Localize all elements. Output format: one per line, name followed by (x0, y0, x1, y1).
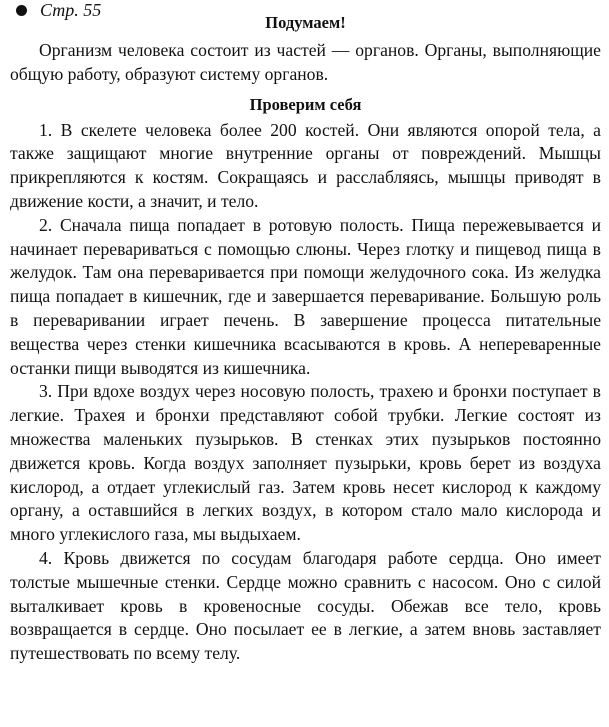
page-header (10, 0, 601, 30)
section-heading-check: Проверим себя (249, 94, 362, 114)
answer-paragraph-2: 2. Сначала пища попадает в ротовую полость. Пища пережевывается и начинает перевариваться с помощью слюны. Через глотку и пищевод пища в желудок. Там она переваривается при помощи желудочного сока. Из желудка пища попадает в кишечник, где и завершается переваривание. Большую роль в переваривании играет печень. В завершение процесса питательные вещества через стенки кишечника всасываются в кровь. А непереваренные останки пищи выводятся из кишечника. (10, 214, 601, 378)
section-heading-think: Подумаем! (265, 13, 346, 32)
page-reference: Стр. 55 (40, 0, 102, 20)
answer-paragraph-1: 1. В скелете человека более 200 костей. Они являются опорой тела, а также защищают многие внутренние органы от повреждений. Мышцы прикрепляются к костям. Сокращаясь и расслабляясь, мышцы приводят в движение кости, а значит, и тело. (10, 119, 601, 211)
answer-paragraph-4: 4. Кровь движется по сосудам благодаря работе сердца. Оно имеет толстые мышечные стенки. Сердце можно сравнить с насосом. Оно с силой выталкивает кровь в кровеносные сосуды. Обежав все тело, кровь возвращается в сердце. Оно посылает ее в легкие, а затем вновь заставляет путешествовать по всему телу. (10, 547, 601, 664)
answer-paragraph-3: 3. При вдохе воздух через носовую полость, трахею и бронхи поступает в легкие. Трахея и бронхи представляют собой трубки. Легкие состоят из множества маленьких пузырьков. В стенках этих пузырьков постоянно движется кровь. Когда воздух заполняет пузырьки, кровь берет из воздуха кислород, а отдает углекислый газ. Затем кровь несет кислород к каждому органу, а оставшийся в легких воздух, в котором стало мало кислорода и много углекислого газа, мы выдыхаем. (10, 381, 601, 545)
intro-paragraph: Организм человека состоит из частей — органов. Органы, выполняющие общую работу, образуют систему органов. (10, 40, 601, 84)
